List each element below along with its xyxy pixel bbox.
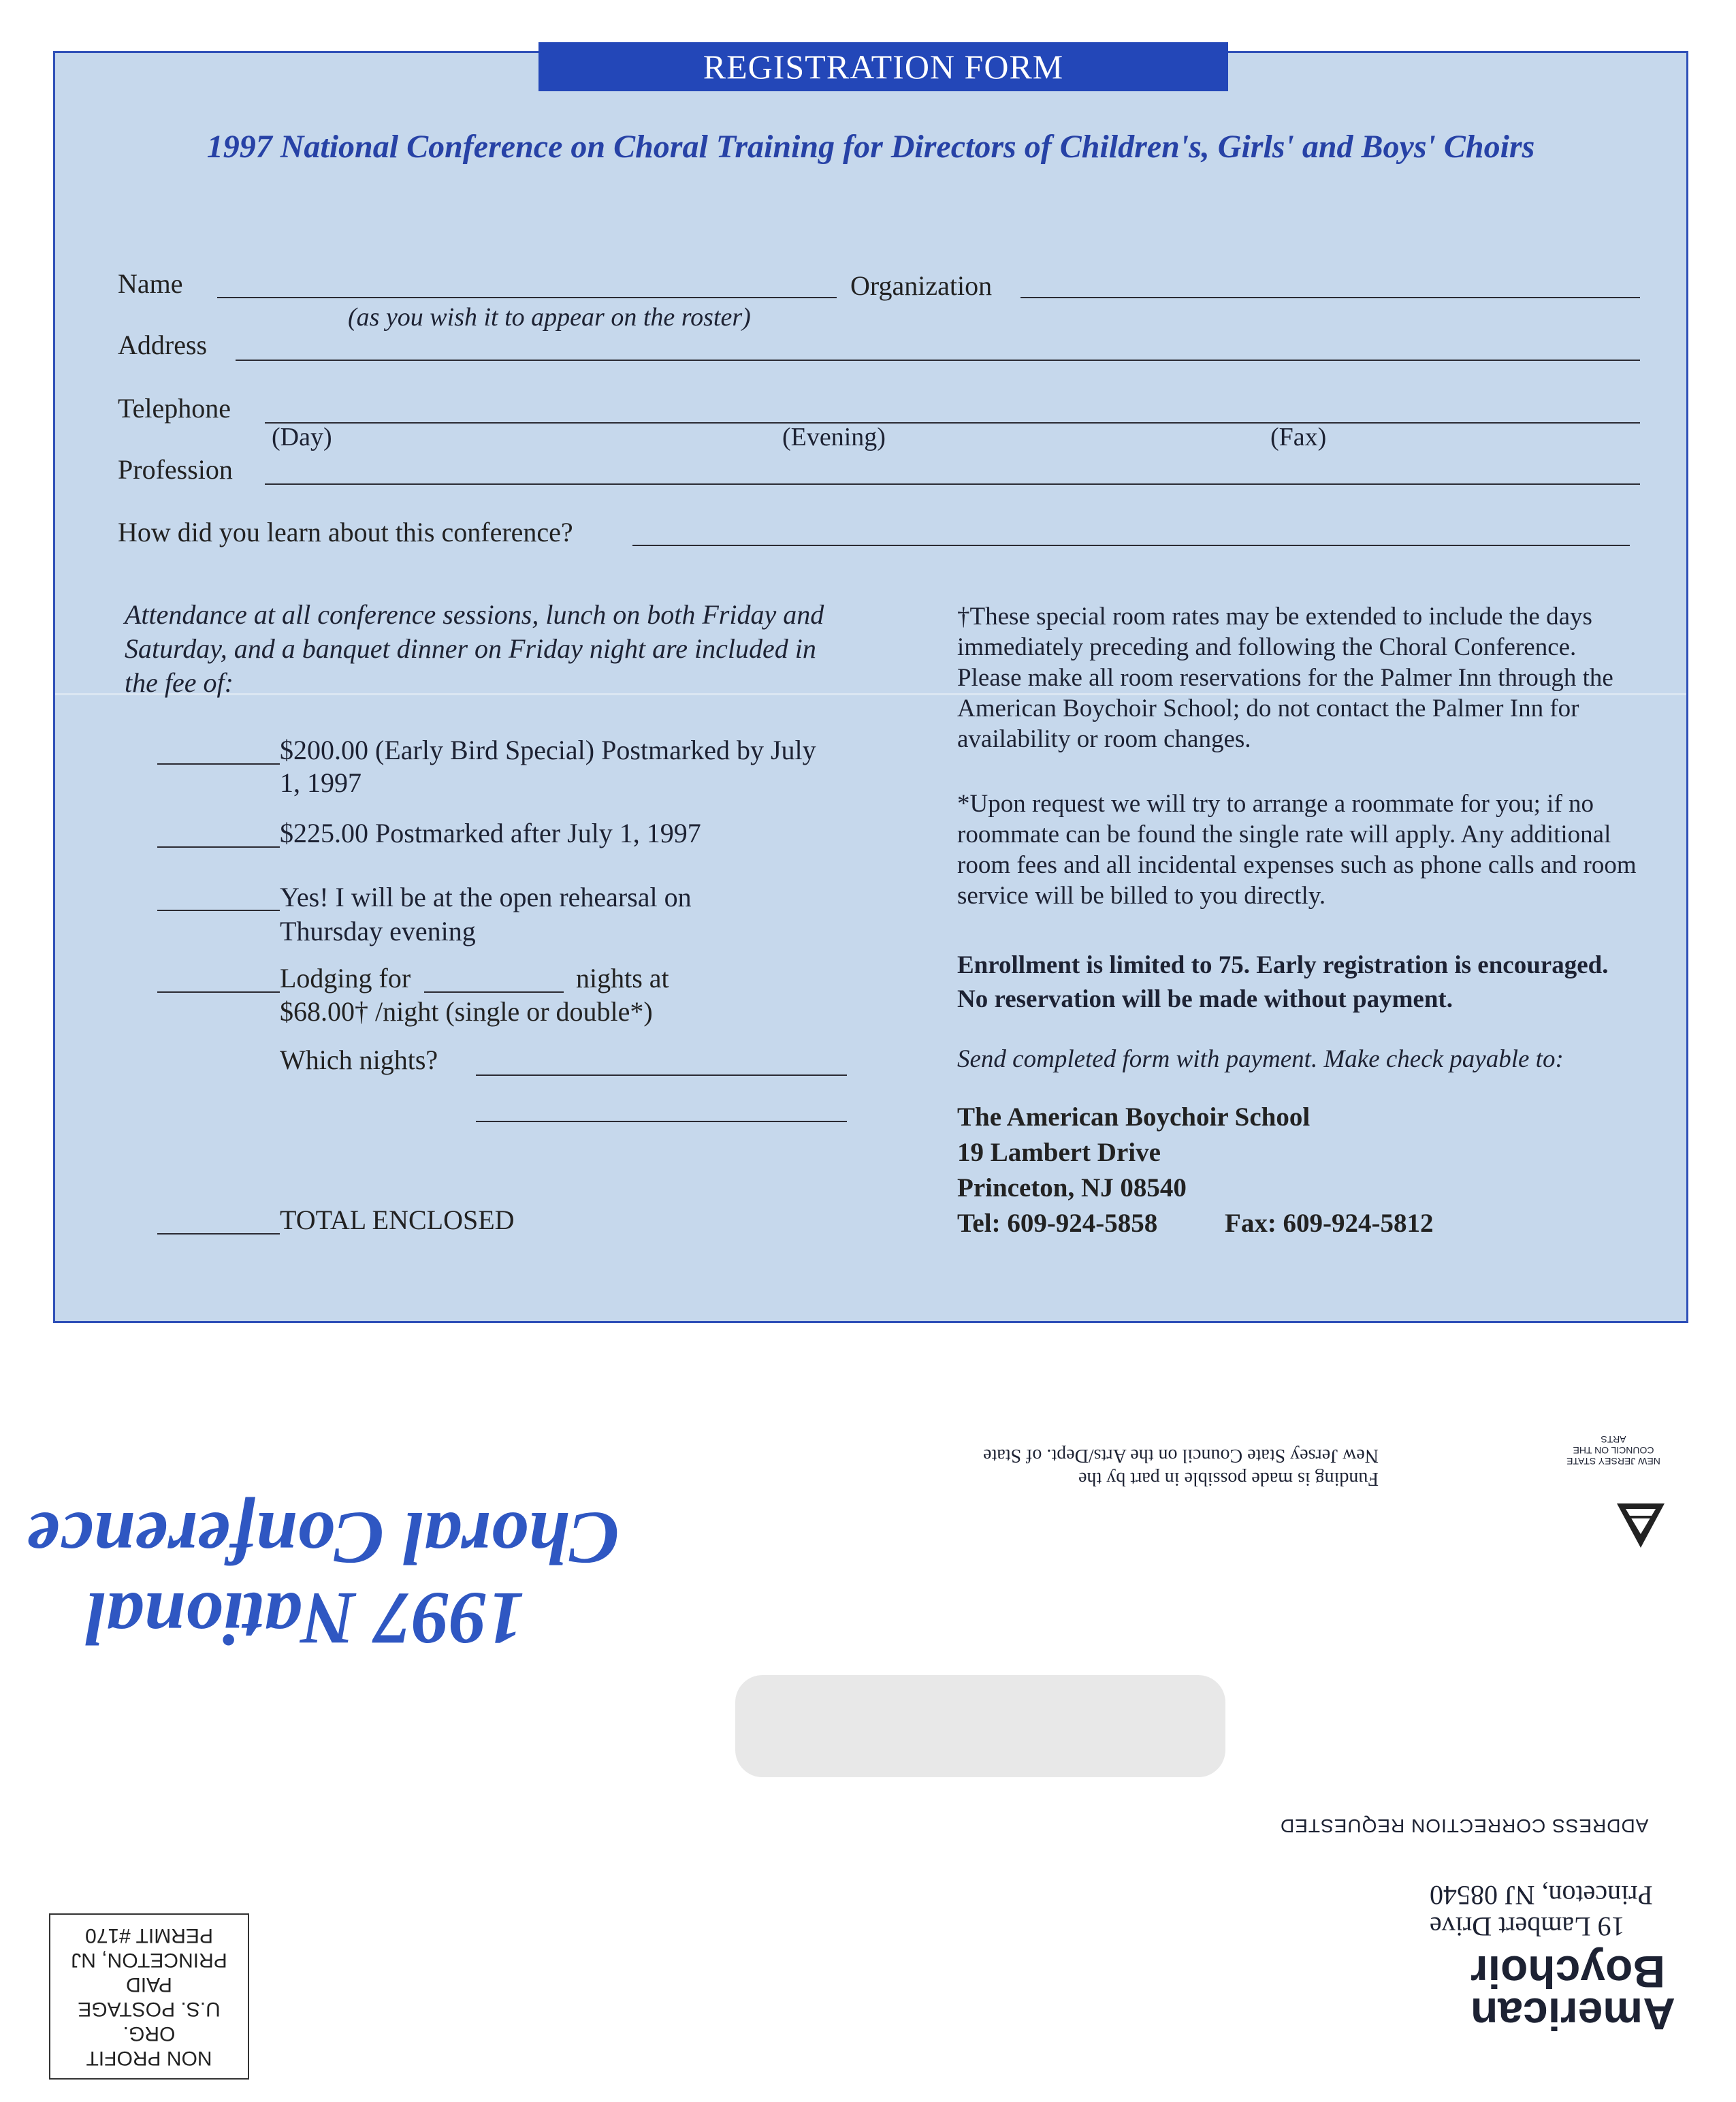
permit-line-5: PRINCETON, NJ [71,1949,227,1971]
organization-label: Organization [850,270,993,301]
attendance-intro: Attendance at all conference sessions, lunch on both Friday and Saturday, and a banquet dinner on Friday night are included in the fee of: [125,599,824,698]
early-bird-option: $200.00 (Early Bird Special) Postmarked by July 1, 1997 [280,735,816,798]
profession-field[interactable] [265,483,1640,485]
total-blank[interactable] [157,1233,280,1235]
address-correction: ADDRESS CORRECTION REQUESTED [1280,1815,1649,1836]
boychoir-logo [1470,1947,1675,2039]
send-instructions: Send completed form with payment. Make check payable to: [957,1045,1564,1073]
school-fax: Fax: 609-924-5812 [1225,1209,1434,1238]
logo-line-1: American [1470,1989,1675,2039]
lodging-nights-at: nights at [576,963,669,993]
telephone-label: Telephone [118,393,231,424]
school-city: Princeton, NJ 08540 [957,1173,1187,1203]
which-nights-label: Which nights? [280,1045,438,1075]
telephone-day-label: (Day) [272,423,332,451]
arts-council-logo-icon [1613,1497,1668,1551]
regular-fee-blank[interactable] [157,846,280,848]
rehearsal-blank[interactable] [157,910,280,911]
postage-permit-indicia [49,1913,249,2080]
which-nights-field-2[interactable] [476,1121,847,1122]
form-banner: REGISTRATION FORM [539,42,1228,91]
lodging-nights-field[interactable] [424,991,564,993]
permit-line-3: U.S. POSTAGE [78,1998,221,2020]
mailer-title-line1: 1997 National [85,1577,524,1660]
registration-form [53,48,1688,1323]
organization-field[interactable] [1020,297,1640,298]
enrollment-note: Enrollment is limited to 75. Early registration is encouraged. No reservation will be made without payment. [957,951,1609,1013]
profession-label: Profession [118,454,233,485]
mailer-panel [0,1389,1736,2102]
name-label: Name [118,268,183,299]
mailer-title [27,1497,620,1660]
return-address [1430,1879,1653,1942]
logo-line-2: Boychoir [1470,1947,1666,1997]
funding-line-1: Funding is made possible in part by the [1078,1468,1379,1489]
rehearsal-option: Yes! I will be at the open rehearsal on Thursday evening [280,882,692,946]
total-label: TOTAL ENCLOSED [280,1205,515,1235]
lodging-blank[interactable] [157,991,280,993]
telephone-fax-label: (Fax) [1270,423,1327,451]
telephone-field[interactable] [265,422,1640,424]
return-address-line-1: 19 Lambert Drive [1430,1911,1625,1942]
roommate-note: *Upon request we will try to arrange a roommate for you; if no roommate can be found the single rate will apply. Any additional room fees and all incidental expenses such as phone calls and room service will be billed to you directly. [957,790,1637,910]
school-telephone: Tel: 609-924-5858 [957,1209,1158,1238]
regular-fee-option: $225.00 Postmarked after July 1, 1997 [280,818,701,848]
mailer-title-line2: Choral Conference [27,1497,620,1580]
name-note: (as you wish it to appear on the roster) [348,303,751,332]
lodging-label: Lodging for [280,963,411,993]
return-address-line-2: Princeton, NJ 08540 [1430,1880,1653,1911]
early-bird-blank[interactable] [157,763,280,765]
learn-field[interactable] [632,545,1630,546]
redacted-address [735,1675,1225,1777]
address-field[interactable] [236,360,1640,361]
permit-line-2: ORG. [123,2022,176,2045]
arts-council-logo-text: NEW JERSEY STATE COUNCIL ON THE ARTS [1566,1434,1660,1467]
learn-label: How did you learn about this conference? [118,517,573,547]
lodging-rate: $68.00† /night (single or double*) [280,996,653,1027]
permit-line-6: PERMIT #170 [85,1924,213,1947]
school-street: 19 Lambert Drive [957,1138,1161,1167]
which-nights-field-1[interactable] [476,1074,847,1076]
name-field[interactable] [217,297,837,298]
school-name: The American Boychoir School [957,1102,1311,1132]
permit-line-1: NON PROFIT [86,2047,212,2069]
room-rate-note: †These special room rates may be extended to include the days immediately preceding and following the Choral Conference. Please make all room reservations for the Palmer Inn through the American Boychoir School; do not contact the Palmer Inn for availability or room changes. [957,603,1613,753]
funding-line-2: New Jersey State Council on the Arts/Dept. of State [983,1445,1379,1466]
telephone-evening-label: (Evening) [782,423,886,451]
address-label: Address [118,330,208,360]
permit-line-4: PAID [126,1973,172,1996]
funding-text [983,1444,1379,1490]
form-headline: 1997 National Conference on Choral Training for Directors of Children's, Girls' and Boys' Choirs [206,129,1535,165]
